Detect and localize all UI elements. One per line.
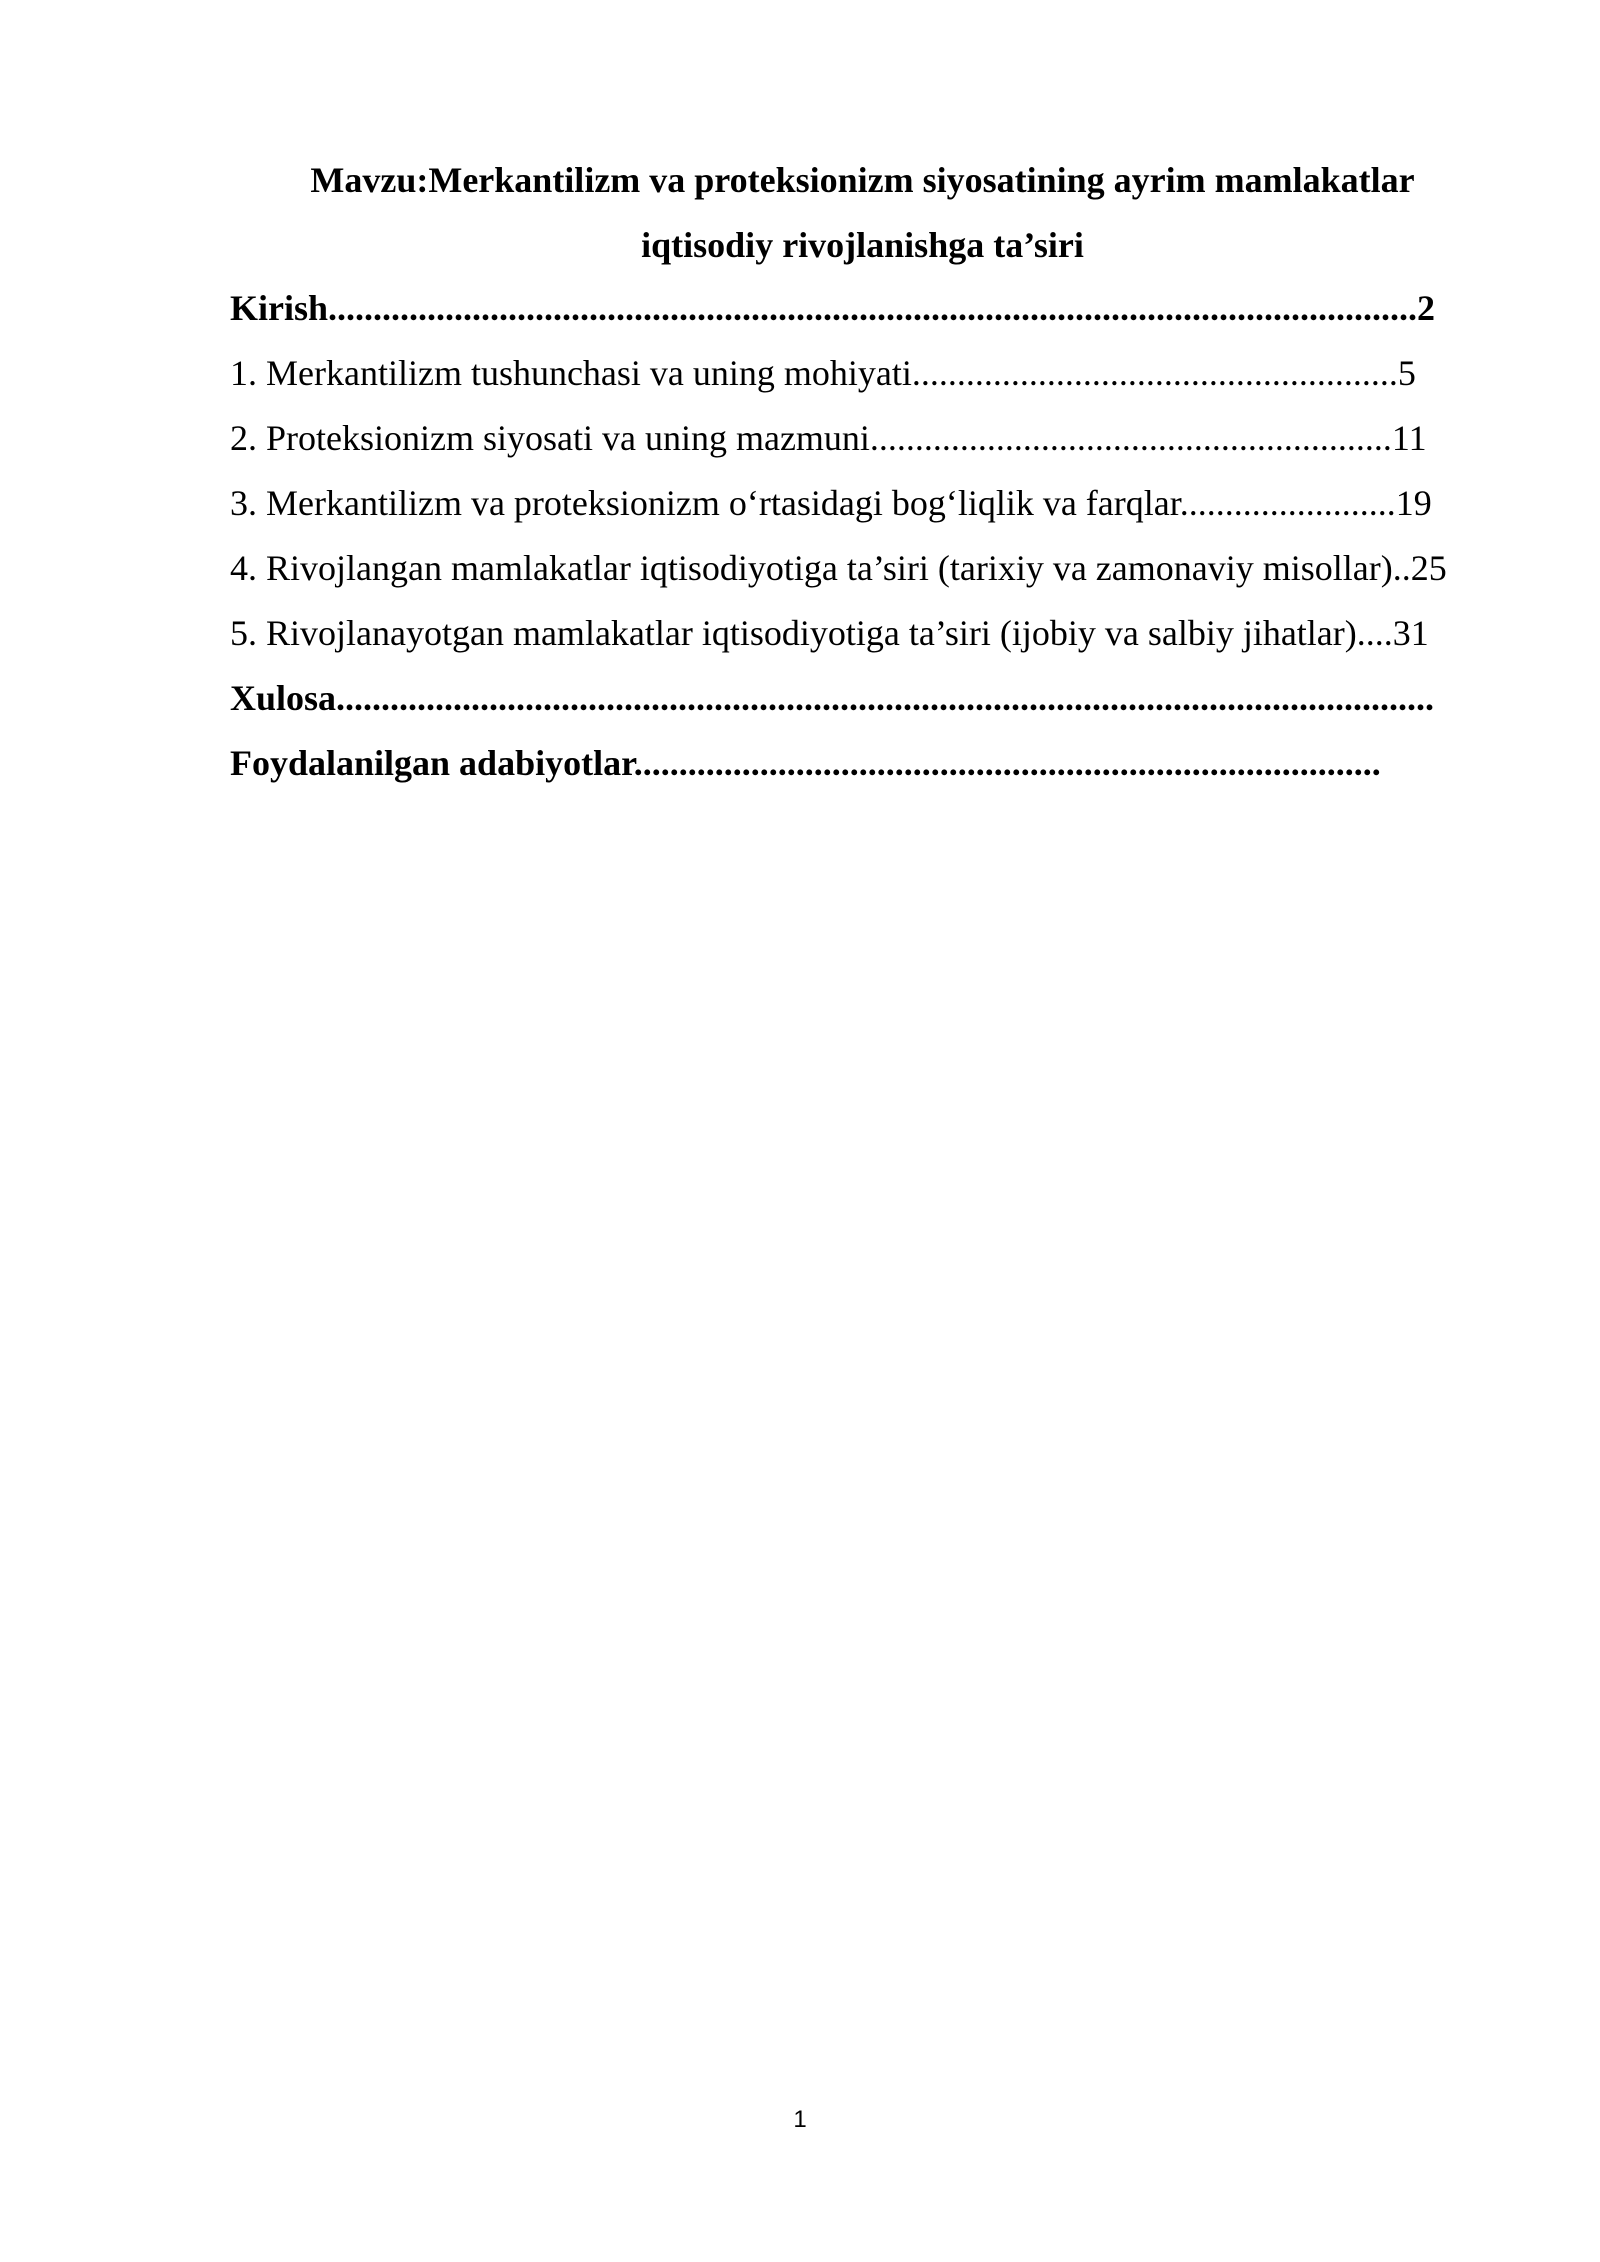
table-of-contents [230, 276, 1490, 796]
page-number: 1 [793, 2106, 807, 2133]
document-title [230, 148, 1495, 278]
toc-entry-xulosa: Xulosa.......................................................................................................................... [230, 678, 1435, 718]
toc-entry-adabiyotlar: Foydalanilgan adabiyotlar................................................................................... [230, 743, 1381, 783]
toc-entry-4: 4. Rivojlangan mamlakatlar iqtisodiyotiga ta’siri (tarixiy va zamonaviy misollar)..25 [230, 548, 1447, 588]
title-line-1: Mavzu:Merkantilizm va proteksionizm siyosatining ayrim mamlakatlar [310, 160, 1415, 200]
title-line-2: iqtisodiy rivojlanishga ta’siri [641, 225, 1084, 265]
toc-entry-kirish: Kirish.........................................................................................................................2 [230, 288, 1436, 328]
toc-entry-2: 2. Proteksionizm siyosati va uning mazmuni..........................................................11 [230, 418, 1427, 458]
toc-entry-1: 1. Merkantilizm tushunchasi va uning mohiyati......................................................5 [230, 353, 1416, 393]
toc-entry-3: 3. Merkantilizm va proteksionizm o‘rtasidagi bog‘liqlik va farqlar........................19 [230, 483, 1432, 523]
toc-entry-5: 5. Rivojlanayotgan mamlakatlar iqtisodiyotiga ta’siri (ijobiy va salbiy jihatlar)....31 [230, 613, 1429, 653]
